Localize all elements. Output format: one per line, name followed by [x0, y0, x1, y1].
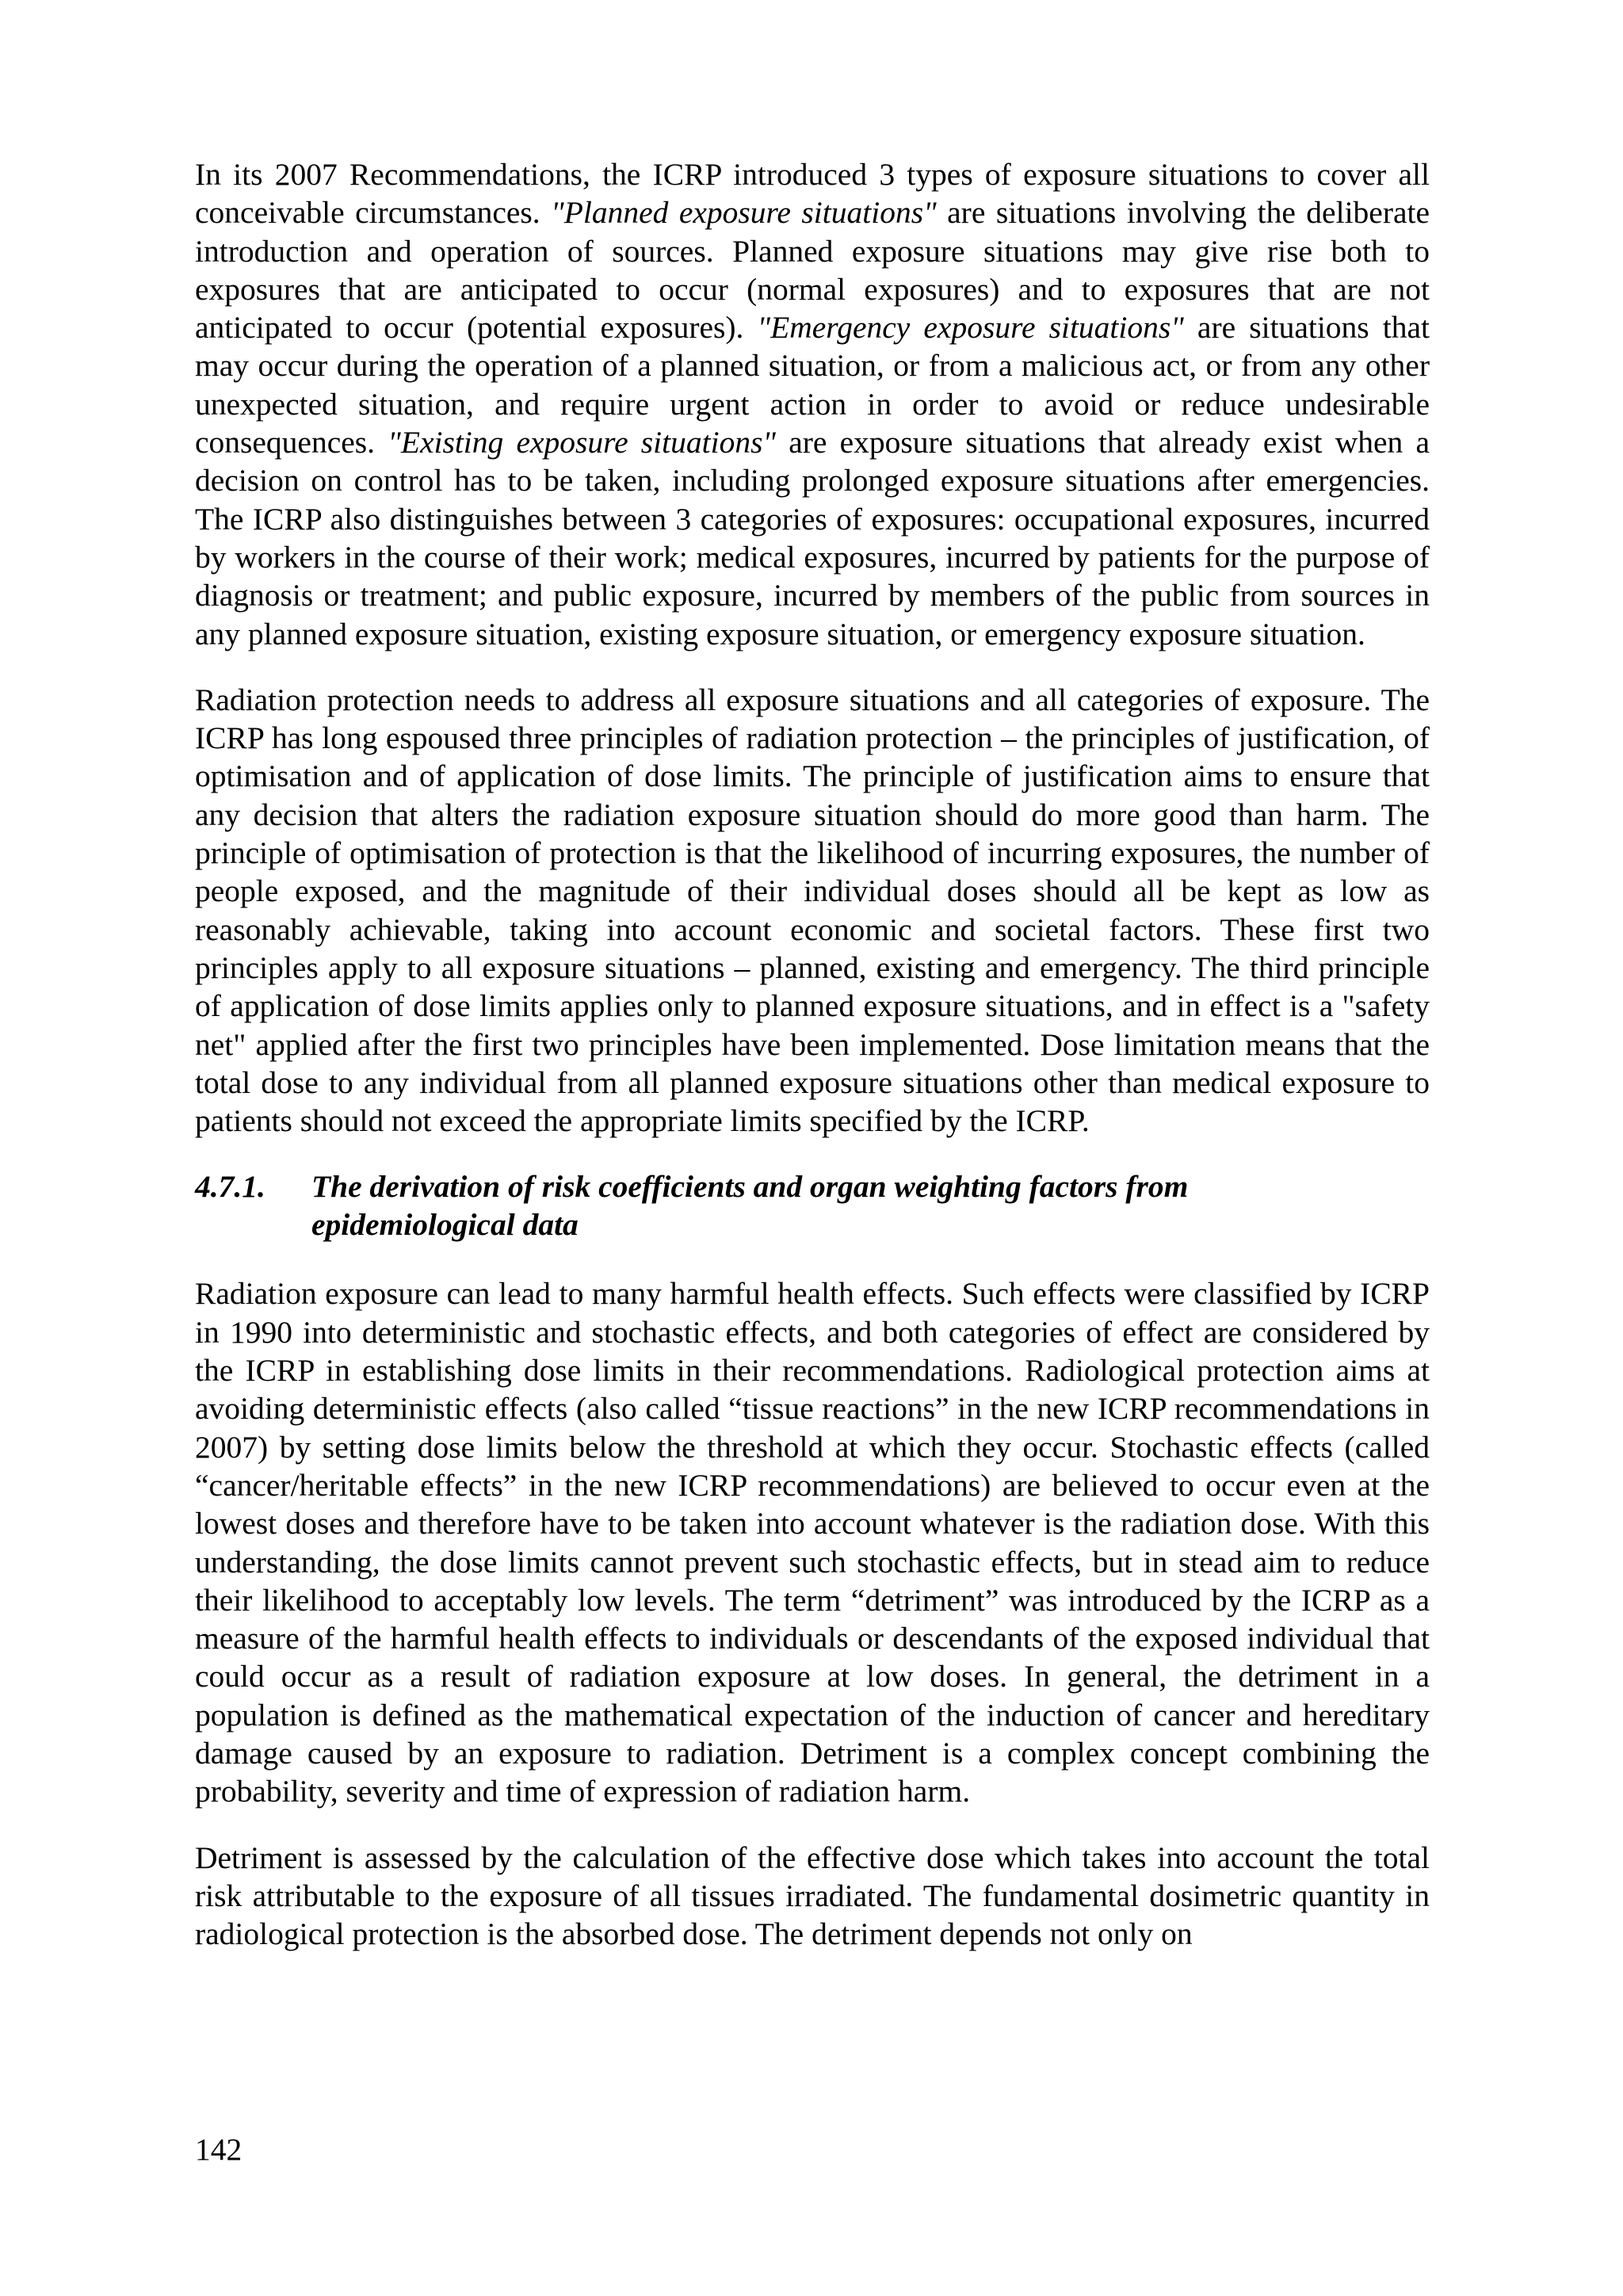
text-run: are situations involving the deliberate introduction and operation of sources. Planned exposure situations may give rise both to exposures that are anticipated to occur (normal exposures) and to exposures that are not anticipated to occur (potential exposures). [195, 195, 1430, 346]
section-title: The derivation of risk coefficients and organ weighting factors from epidemiological data [311, 1169, 1189, 1243]
paragraph-exposure-situations [195, 155, 1430, 653]
text-run: Detriment is assessed by the calculation of the effective dose which takes into account the total risk attributable to the exposure of all tissues irradiated. The fundamental dosimetric quantity in radiological protection is the absorbed dose. The detriment depends not only on [195, 1839, 1430, 1952]
text-run: Radiation exposure can lead to many harmful health effects. Such effects were classified by ICRP in 1990 into deterministic and stochastic effects, and both categories of effect are considered by the ICRP in establishing dose limits in their recommendations. Radiological protection aims at avoiding deterministic effects (also called “tissue reactions” in the new ICRP recommendations in 2007) by setting dose limits below the threshold at which they occur. Stochastic effects (called “cancer/heritable effects” in the new ICRP recommendations) are believed to occur even at the lowest doses and therefore have to be taken into account whatever is the radiation dose. With this understanding, the dose limits cannot prevent such stochastic effects, but in stead aim to reduce their likelihood to acceptably low levels. The term “detriment” was introduced by the ICRP as a measure of the harmful health effects to individuals or descendants of the exposed individual that could occur as a result of radiation exposure at low doses. In general, the detriment in a population is defined as the mathematical expectation of the induction of cancer and hereditary damage caused by an exposure to radiation. Detriment is a complex concept combining the probability, severity and time of expression of radiation harm. [195, 1276, 1430, 1809]
text-run: are exposure situations that already exist when a decision on control has to be taken, including prolonged exposure situations after emergencies. The ICRP also distinguishes between 3 categories of exposures: occupational exposures, incurred by workers in the course of their work; medical exposures, incurred by patients for the purpose of diagnosis or treatment; and public exposure, incurred by members of the public from sources in any planned exposure situation, existing exposure situation, or emergency exposure situation. [195, 425, 1430, 651]
italic-term: "Planned exposure situations" [551, 195, 937, 231]
italic-term: "Existing exposure situations" [388, 425, 777, 460]
section-heading [195, 1167, 1430, 1244]
italic-term: "Emergency exposure situations" [757, 310, 1184, 346]
section-number: 4.7.1. [195, 1169, 265, 1205]
paragraph-protection-principles [195, 681, 1430, 1140]
page-number: 142 [195, 2132, 242, 2167]
text-run: are situations that may occur during the operation of a planned situation, or from a malicious act, or from any other unexpected situation, and require urgent action in order to avoid or reduce undesirable consequences. [195, 310, 1430, 460]
paragraph-health-effects [195, 1274, 1430, 1810]
paragraph-detriment [195, 1839, 1430, 1954]
text-run: In its 2007 Recommendations, the ICRP introduced 3 types of exposure situations to cover all conceivable circumstances. [195, 157, 1430, 231]
text-run: Radiation protection needs to address all exposure situations and all categories of exposure. The ICRP has long espoused three principles of radiation protection – the principles of justification, of optimisation and of application of dose limits. The principle of justification aims to ensure that any decision that alters the radiation exposure situation should do more good than harm. The principle of optimisation of protection is that the likelihood of incurring exposures, the number of people exposed, and the magnitude of their individual doses should all be kept as low as reasonably achievable, taking into account economic and societal factors. These first two principles apply to all exposure situations – planned, existing and emergency. The third principle of application of dose limits applies only to planned exposure situations, and in effect is a "safety net" applied after the first two principles have been implemented. Dose limitation means that the total dose to any individual from all planned exposure situations other than medical exposure to patients should not exceed the appropriate limits specified by the ICRP. [195, 682, 1430, 1139]
page-body [195, 155, 1430, 1953]
